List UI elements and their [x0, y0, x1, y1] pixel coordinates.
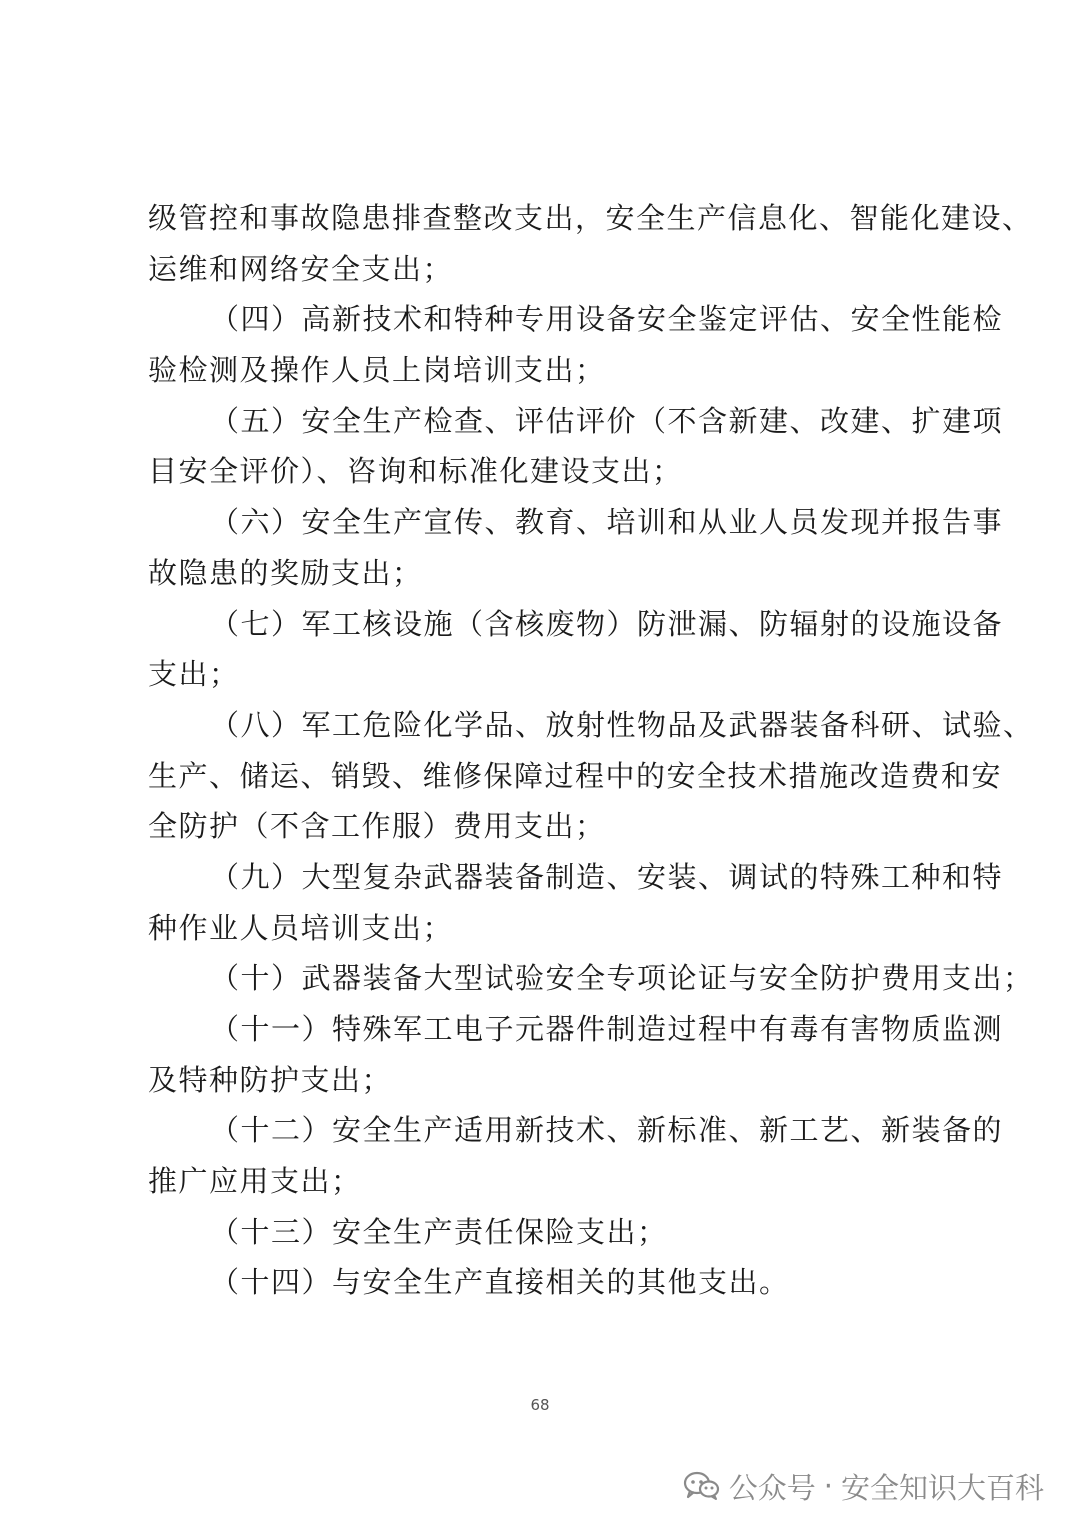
- watermark-account: 安全知识大百科: [840, 1470, 1044, 1505]
- text-line: （六）安全生产宣传、教育、培训和从业人员发现并报告事: [210, 505, 1004, 540]
- text-line: （十）武器装备大型试验安全专项论证与安全防护费用支出；: [210, 961, 1034, 996]
- text-line: 级管控和事故隐患排查整改支出，安全生产信息化、智能化建设、: [148, 201, 1033, 235]
- text-line: （五）安全生产检查、评估评价（不含新建、改建、扩建项: [210, 403, 1004, 438]
- text-line: 生产、储运、销毁、维修保障过程中的安全技术措施改造费和安: [148, 758, 1003, 793]
- page-number: 68: [530, 1396, 550, 1414]
- document-body: [148, 193, 1034, 1308]
- text-line: 运维和网络安全支出；: [148, 251, 454, 286]
- wechat-icon: [683, 1471, 721, 1501]
- text-line: （十一）特殊军工电子元器件制造过程中有毒有害物质监测: [210, 1012, 1004, 1046]
- watermark: [683, 1468, 1044, 1504]
- text-line: 种作业人员培训支出；: [148, 910, 454, 945]
- text-line: （八）军工危险化学品、放射性物品及武器装备科研、试验、: [210, 707, 1034, 742]
- text-line: （九）大型复杂武器装备制造、安装、调试的特殊工种和特: [210, 859, 1004, 894]
- text-line: （十四）与安全生产直接相关的其他支出。: [210, 1265, 790, 1300]
- text-line: 及特种防护支出；: [148, 1062, 393, 1097]
- text-line: 推广应用支出；: [148, 1164, 362, 1199]
- text-line: （十二）安全生产适用新技术、新标准、新工艺、新装备的: [210, 1113, 1004, 1148]
- text-line: （四）高新技术和特种专用设备安全鉴定评估、安全性能检: [210, 302, 1004, 337]
- text-line: 目安全评价）、咨询和标准化建设支出；: [148, 454, 683, 489]
- text-line: （七）军工核设施（含核废物）防泄漏、防辐射的设施设备: [210, 606, 1004, 641]
- text-line: 故隐患的奖励支出；: [148, 555, 423, 590]
- watermark-label: 公众号: [728, 1470, 816, 1505]
- text-line: （十三）安全生产责任保险支出；: [210, 1214, 668, 1249]
- text-line: 支出；: [148, 657, 240, 692]
- text-line: 全防护（不含工作服）费用支出；: [148, 809, 606, 844]
- watermark-separator: ·: [823, 1469, 833, 1503]
- text-line: 验检测及操作人员上岗培训支出；: [148, 353, 606, 388]
